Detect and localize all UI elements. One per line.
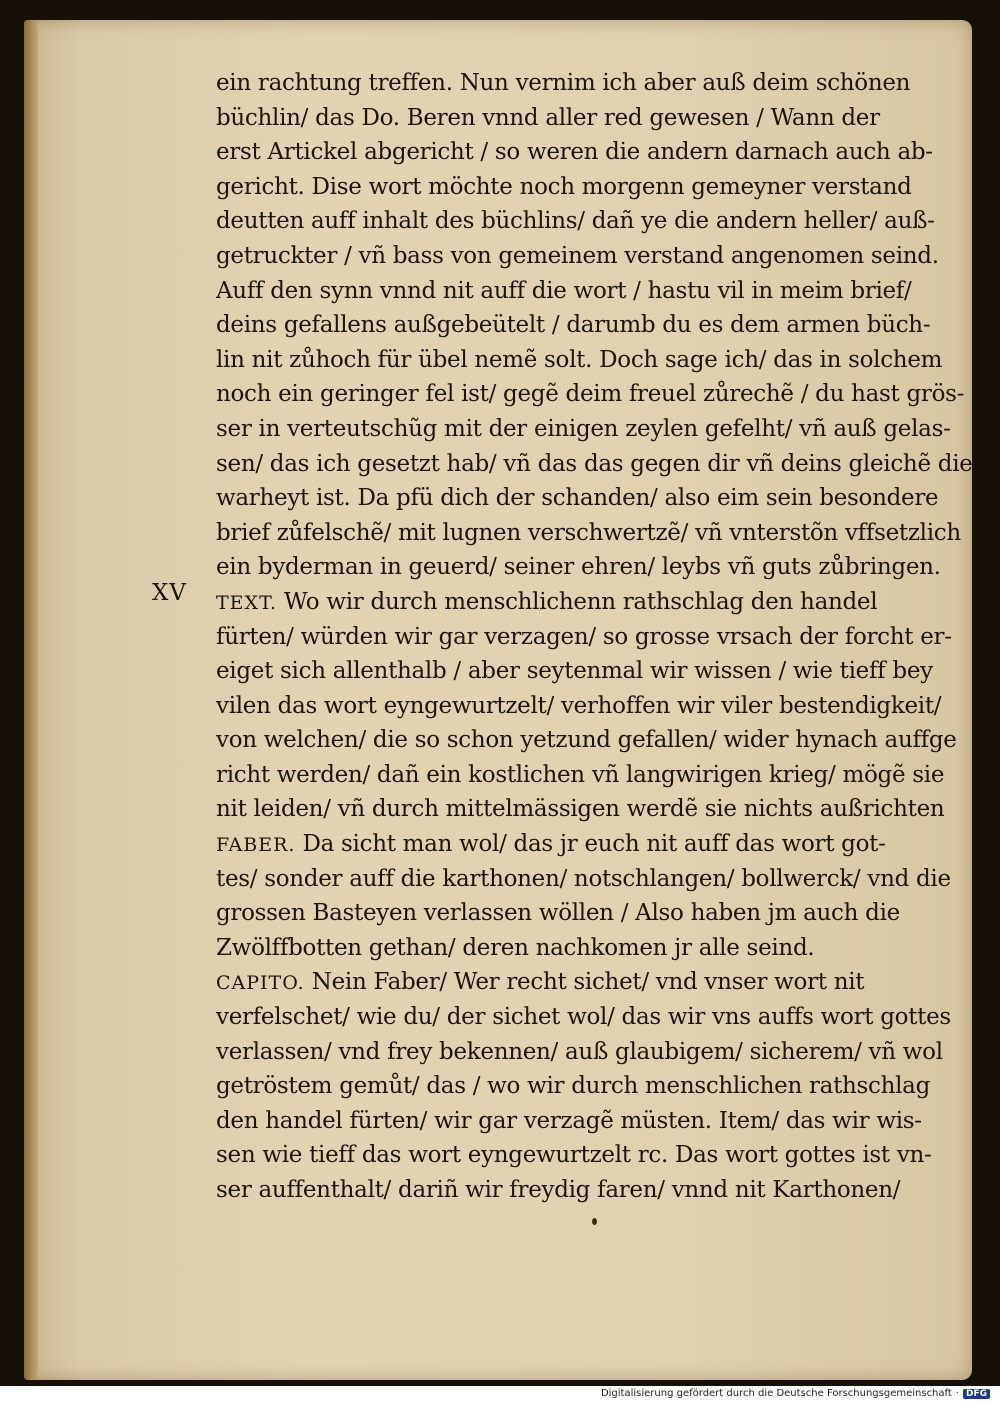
page-gutter xyxy=(24,20,38,1380)
line-text: richt werden/ dañ ein kostlichen vñ langwirigen krieg/ mögẽ sie xyxy=(216,761,945,788)
line-text: von welchen/ die so schon yetzund gefallen/ wider hynach auffge xyxy=(216,727,957,754)
text-line xyxy=(216,377,965,412)
text-line xyxy=(216,308,936,343)
text-block xyxy=(216,66,973,1208)
text-line xyxy=(216,481,939,516)
text-line xyxy=(216,412,951,447)
text-line xyxy=(216,1000,951,1035)
text-line xyxy=(216,620,952,655)
line-text: getruckter / vñ bass von gemeinem verstand angenomen seind. xyxy=(216,242,939,269)
text-line xyxy=(216,101,936,136)
text-line xyxy=(216,758,945,793)
text-line xyxy=(216,447,973,482)
digitization-credit: Digitalisierung gefördert durch die Deutsche Forschungsgemeinschaft · DFG xyxy=(601,1388,990,1399)
text-line xyxy=(216,862,951,897)
line-text: deins gefallens außgebeütelt / darumb du es dem armen büch- xyxy=(216,312,931,339)
ink-speck xyxy=(592,1218,597,1225)
dfg-logo: DFG xyxy=(963,1389,990,1399)
line-text: büchlin/ das Do. Beren vnnd aller red gewesen / Wann der xyxy=(216,104,880,131)
speaker-label: FABER. xyxy=(216,834,303,857)
line-text: erst Artickel abgericht / so weren die andern darnach auch ab- xyxy=(216,139,933,166)
text-line xyxy=(216,343,943,378)
line-text: ein byderman in geuerd/ seiner ehren/ leybs vñ guts zůbringen. xyxy=(216,554,941,581)
text-line xyxy=(216,135,936,170)
line-text: Da sicht man wol/ das jr euch nit auff das wort got- xyxy=(302,831,886,858)
line-text: verfelschet/ wie du/ der sichet wol/ das wir vns auffs wort gottes xyxy=(216,1004,951,1031)
line-text: fürten/ würden wir gar verzagen/ so grosse vrsach der forcht er- xyxy=(216,623,952,650)
line-text: verlassen/ vnd frey bekennen/ auß glaubigem/ sicherem/ vñ wol xyxy=(216,1038,943,1065)
marginal-number: XV xyxy=(152,580,187,606)
text-line xyxy=(216,1104,936,1139)
line-text: den handel fürten/ wir gar verzagẽ müsten. Item/ das wir wis- xyxy=(216,1107,922,1134)
line-text: Zwölffbotten gethan/ deren nachkomen jr alle seind. xyxy=(216,934,815,961)
line-text: sen/ das ich gesetzt hab/ vñ das das gegen dir vñ deins gleichẽ die xyxy=(216,450,973,477)
text-line xyxy=(216,66,936,101)
text-line xyxy=(216,965,936,1000)
line-text: eiget sich allenthalb / aber seytenmal wir wissen / wie tieff bey xyxy=(216,658,933,685)
line-text: lin nit zůhoch für übel nemẽ solt. Doch sage ich/ das in solchem xyxy=(216,346,943,373)
text-line xyxy=(216,654,936,689)
line-text: Wo wir durch menschlichenn rathschlag den handel xyxy=(284,588,878,615)
text-line xyxy=(216,585,936,620)
text-line xyxy=(216,1035,943,1070)
text-line xyxy=(216,689,942,724)
line-text: gericht. Dise wort möchte noch morgenn gemeyner verstand xyxy=(216,173,912,200)
line-text: Auff den synn vnnd nit auff die wort / hastu vil in meim brief/ xyxy=(216,277,912,304)
line-text: noch ein geringer fel ist/ gegẽ deim freuel zůrechẽ / du hast grös- xyxy=(216,381,965,408)
credit-text: Digitalisierung gefördert durch die Deutsche Forschungsgemeinschaft xyxy=(600,1388,952,1399)
line-text: tes/ sonder auff die karthonen/ notschlangen/ bollwerck/ vnd die xyxy=(216,865,951,892)
text-line xyxy=(216,516,961,551)
line-text: sen wie tieff das wort eyngewurtzelt rc. Das wort gottes ist vn- xyxy=(216,1142,932,1169)
line-text: vilen das wort eyngewurtzelt/ verhoffen wir viler bestendigkeit/ xyxy=(216,692,942,719)
line-text: warheyt ist. Da pfü dich der schanden/ also eim sein besondere xyxy=(216,485,939,512)
text-line xyxy=(216,1138,936,1173)
text-line xyxy=(216,204,936,239)
line-text: ein rachtung treffen. Nun vernim ich aber auß deim schönen xyxy=(216,70,911,96)
line-text: Nein Faber/ Wer recht sichet/ vnd vnser wort nit xyxy=(311,969,865,996)
line-text: brief zůfelschẽ/ mit lugnen verschwertzẽ/ vñ vnterstõn vffsetzlich xyxy=(216,519,961,546)
text-line xyxy=(216,792,945,827)
text-line xyxy=(216,723,957,758)
text-line xyxy=(216,931,936,966)
text-line xyxy=(216,239,939,274)
line-text: ser auffenthalt/ dariñ wir freydig faren/ vnnd nit Karthonen/ xyxy=(216,1177,901,1203)
text-line xyxy=(216,1069,936,1104)
text-line xyxy=(216,827,936,862)
text-line xyxy=(216,170,936,205)
text-line xyxy=(216,550,941,585)
line-text: nit leiden/ vñ durch mittelmässigen werdẽ sie nichts außrichten xyxy=(216,796,945,823)
speaker-label: TEXT. xyxy=(216,591,285,614)
line-text: getröstem gemůt/ das / wo wir durch menschlichen rathschlag xyxy=(216,1073,931,1100)
line-text: deutten auff inhalt des büchlins/ dañ ye die andern heller/ auß- xyxy=(216,208,935,235)
text-line xyxy=(216,274,936,309)
text-line xyxy=(216,1173,936,1208)
speaker-label: CAPITO. xyxy=(216,972,312,995)
line-text: ser in verteutschũg mit der einigen zeylen gefelht/ vñ auß gelas- xyxy=(216,415,951,442)
line-text: grossen Basteyen verlassen wöllen / Also haben jm auch die xyxy=(216,900,900,927)
text-line xyxy=(216,896,936,931)
